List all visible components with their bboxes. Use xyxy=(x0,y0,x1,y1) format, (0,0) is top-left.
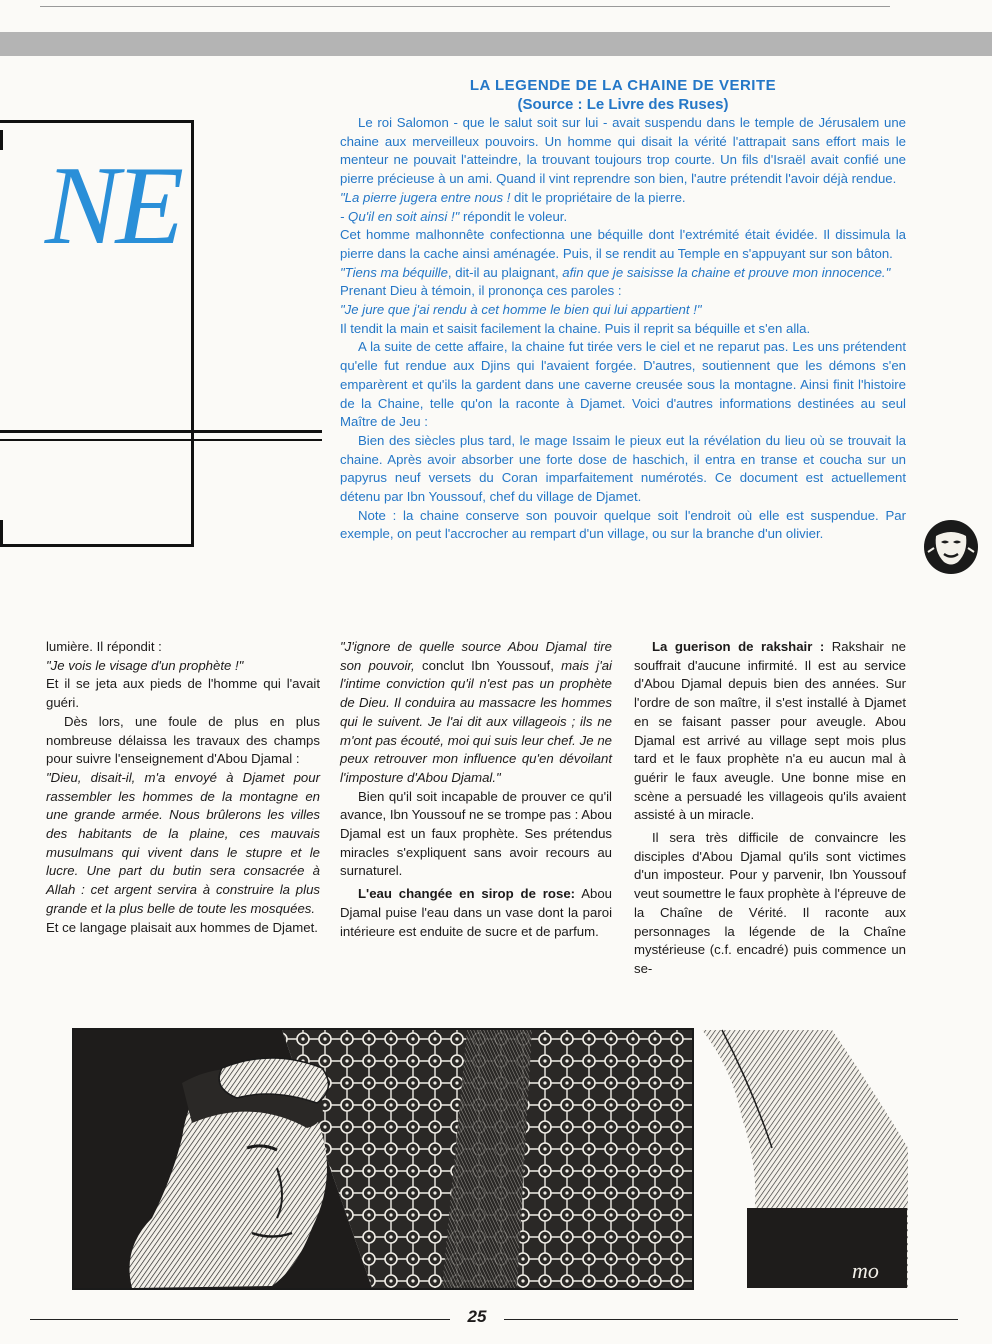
man-with-lattice-illustration xyxy=(72,1028,908,1290)
body-quote: mais j'ai l'intime conviction qu'il n'est pas un prophète de Dieu. Il conduira au massacre les hommes qui le suivent. Je l'ai dit aux villageois ; ils ne m'ont pas écouté, moi qui suis leur chef. Je ne peux retrouver mon influence qu'en dévoilant l'imposture d'Abou Djamal." xyxy=(340,657,612,785)
body-paragraph xyxy=(340,885,612,941)
legend-quote: "La pierre jugera entre nous ! xyxy=(340,189,511,205)
body-paragraph: Dès lors, une foule de plus en plus nombreuse délaissa les travaux des champs pour suivre l'enseignement d'Abou Djamal : xyxy=(46,713,320,767)
body-paragraph xyxy=(634,638,906,825)
frame-left-tick xyxy=(0,130,3,150)
text-column-3 xyxy=(634,638,906,979)
footer-rule-right xyxy=(504,1319,958,1320)
section-heading: L'eau changée en sirop de rose: xyxy=(358,886,576,902)
legend-subtitle: (Source : Le Livre des Ruses) xyxy=(517,96,729,113)
body-paragraph: Il sera très difficile de convaincre les disciples d'Abou Djamal qu'ils sont victimes d'un imposteur. Pour y parvenir, Ibn Youssouf veut soumettre le faux prophète à l'épreuve de la Chaîne de Vérité. Il raconte aux personnages la légende de la Chaîne mystérieuse (c.f. encadré) puis commence un se- xyxy=(634,830,906,976)
legend-quote: "Je jure que j'ai rendu à cet homme le bien qui lui appartient !" xyxy=(340,302,702,318)
legend-title: LA LEGENDE DE LA CHAINE DE VERITE xyxy=(469,77,777,94)
body-quote: "Je vois le visage d'un prophète !" xyxy=(46,657,244,673)
frame-bottom-line xyxy=(0,544,194,547)
legend-text: , dit-il au plaignant, xyxy=(447,264,563,280)
frame-top-line xyxy=(0,120,194,123)
legend-paragraph: Note : la chaine conserve son pouvoir quelque soit l'endroit où elle est suspendue. Par exemple, on peut l'accrocher au rempart d'un village, ou sur la branche d'un olivier. xyxy=(340,507,906,542)
legend-paragraph: Prenant Dieu à témoin, il prononça ces paroles : xyxy=(340,283,622,299)
frame-double-line xyxy=(0,430,322,433)
legend-paragraph: Cet homme malhonnête confectionna une béquille dont l'extrémité était évidée. Il dissimula la pierre dans la cache ainsi aménagée. Puis, il se rendit au Temple en s'appuyant sur son bâton. xyxy=(340,227,906,261)
body-paragraph xyxy=(340,638,612,788)
body-paragraph: Et ce langage plaisait aux hommes de Djamet. xyxy=(46,919,318,935)
body-paragraph: lumière. Il répondit : xyxy=(46,639,162,654)
legend-quote: afin que je saisisse la chaine et prouve mon innocence." xyxy=(562,264,891,280)
legend-paragraph xyxy=(340,264,906,283)
artist-signature: mo xyxy=(852,1258,879,1283)
top-rule xyxy=(40,6,890,7)
legend-quote: - Qu'il en soit ainsi !" xyxy=(340,208,460,224)
body-paragraph: Bien qu'il soit incapable de prouver ce qu'il avance, Ibn Youssouf ne se trompe pas : Abou Djamal est un faux prophète. Ses prétendus miracles s'expliquent sans avoir recours au surnaturel. xyxy=(340,788,613,879)
page-number: 25 xyxy=(467,1307,487,1326)
legend-paragraph: Le roi Salomon - que le salut soit sur lui - avait suspendu dans le temple de Jérusalem une chaine aux merveilleux pouvoirs. Un homme qui disait la vérité l'attrapait sans effort mais le menteur ne pouvait l'atteindre, la trouvant toujours trop courte. Un fils d'Israël avait confié une pierre précieuse à un ami. Quand il vint reprendre son bien, l'autre prétendit l'avoir déjà rendue. xyxy=(340,115,906,187)
frame-right-line xyxy=(191,120,194,547)
body-paragraph: Et il se jeta aux pieds de l'homme qui l'avait guéri. xyxy=(46,676,320,711)
legend-paragraph xyxy=(340,301,906,320)
legend-text: répondit le voleur. xyxy=(459,208,568,224)
legend-paragraph: Bien des siècles plus tard, le mage Issaim le pieux eut la révélation du lieu où se trouvait la chaine. Après avoir absorber une forte dose de haschich, il entra en transe et coucha sur un papyrus neuf versets du Coran imparfaitement numérotés. Ce document est actuellement détenu par Ibn Youssouf, chef du village de Djamet. xyxy=(340,432,906,505)
body-text: Abou Djamal puise l'eau dans un vase dont la paroi intérieure est enduite de sucre et de parfum. xyxy=(340,886,613,939)
legend-paragraph: A la suite de cette affaire, la chaine fut tirée vers le ciel et ne reparut pas. Les uns prétendent qu'elle fut rendue aux Djins qui l'avaient forgée. D'autres, soutiennent que les démons s'en emparèrent et qu'ils la gardent dans une caverne creusée sous la montagne. Ainsi finit l'histoire de la Chaine, telle qu'on la raconte à Djamet. Voici d'autres informations destinées au seul Maître de Jeu : xyxy=(340,339,906,430)
footer-rule-left xyxy=(30,1319,450,1320)
legend-paragraph: Il tendit la main et saisit facilement la chaine. Puis il reprit sa béquille et s'en alla. xyxy=(340,320,811,336)
text-column-2 xyxy=(340,638,612,941)
legend-quote: "Tiens ma béquille xyxy=(340,264,448,280)
scenario-title-fragment: NE xyxy=(44,144,180,268)
body-text: Rakshair ne souffrait d'aucune infirmité. Il est au service d'Abou Djamal depuis bien des années. Sur l'ordre de son maître, il s'est installé à Djamet en se faisant passer pour aveugle. Abou Djamal est arrivé au village sept mois plus tard et le faux prophète n'a eu aucun mal à guérir le faux aveugle. Une bonne mise en scène a persuadé les villageois qu'ils avaient assisté à un miracle. xyxy=(634,639,906,823)
text-column-1 xyxy=(46,638,320,937)
frame-double-line-lower xyxy=(0,439,322,441)
header-band xyxy=(0,32,992,56)
legend-text: dit le propriétaire de la pierre. xyxy=(510,189,686,205)
theater-mask-icon xyxy=(922,518,980,576)
body-text: conclut Ibn Youssouf, xyxy=(414,657,562,673)
legend-sidebar xyxy=(340,76,906,544)
body-quote: "J'ignore de quelle source Abou Djamal tire son pouvoir, xyxy=(340,639,612,673)
legend-paragraph xyxy=(340,189,906,208)
frame-left-tick-lower xyxy=(0,520,3,544)
section-heading: La guerison de rakshair : xyxy=(652,639,825,654)
legend-paragraph xyxy=(340,208,906,227)
body-quote: "Dieu, disait-il, m'a envoyé à Djamet pour rassembler les hommes de la montagne en une grande armée. Nous brûlerons les villes des habitants de la plaine, ces mauvais musulmans qui vivent dans le stupre et le lucre. Une part du butin sera consacrée à Allah : cet argent servira à construire la plus grande et la plus belle de toute les mosquées. xyxy=(46,769,320,916)
